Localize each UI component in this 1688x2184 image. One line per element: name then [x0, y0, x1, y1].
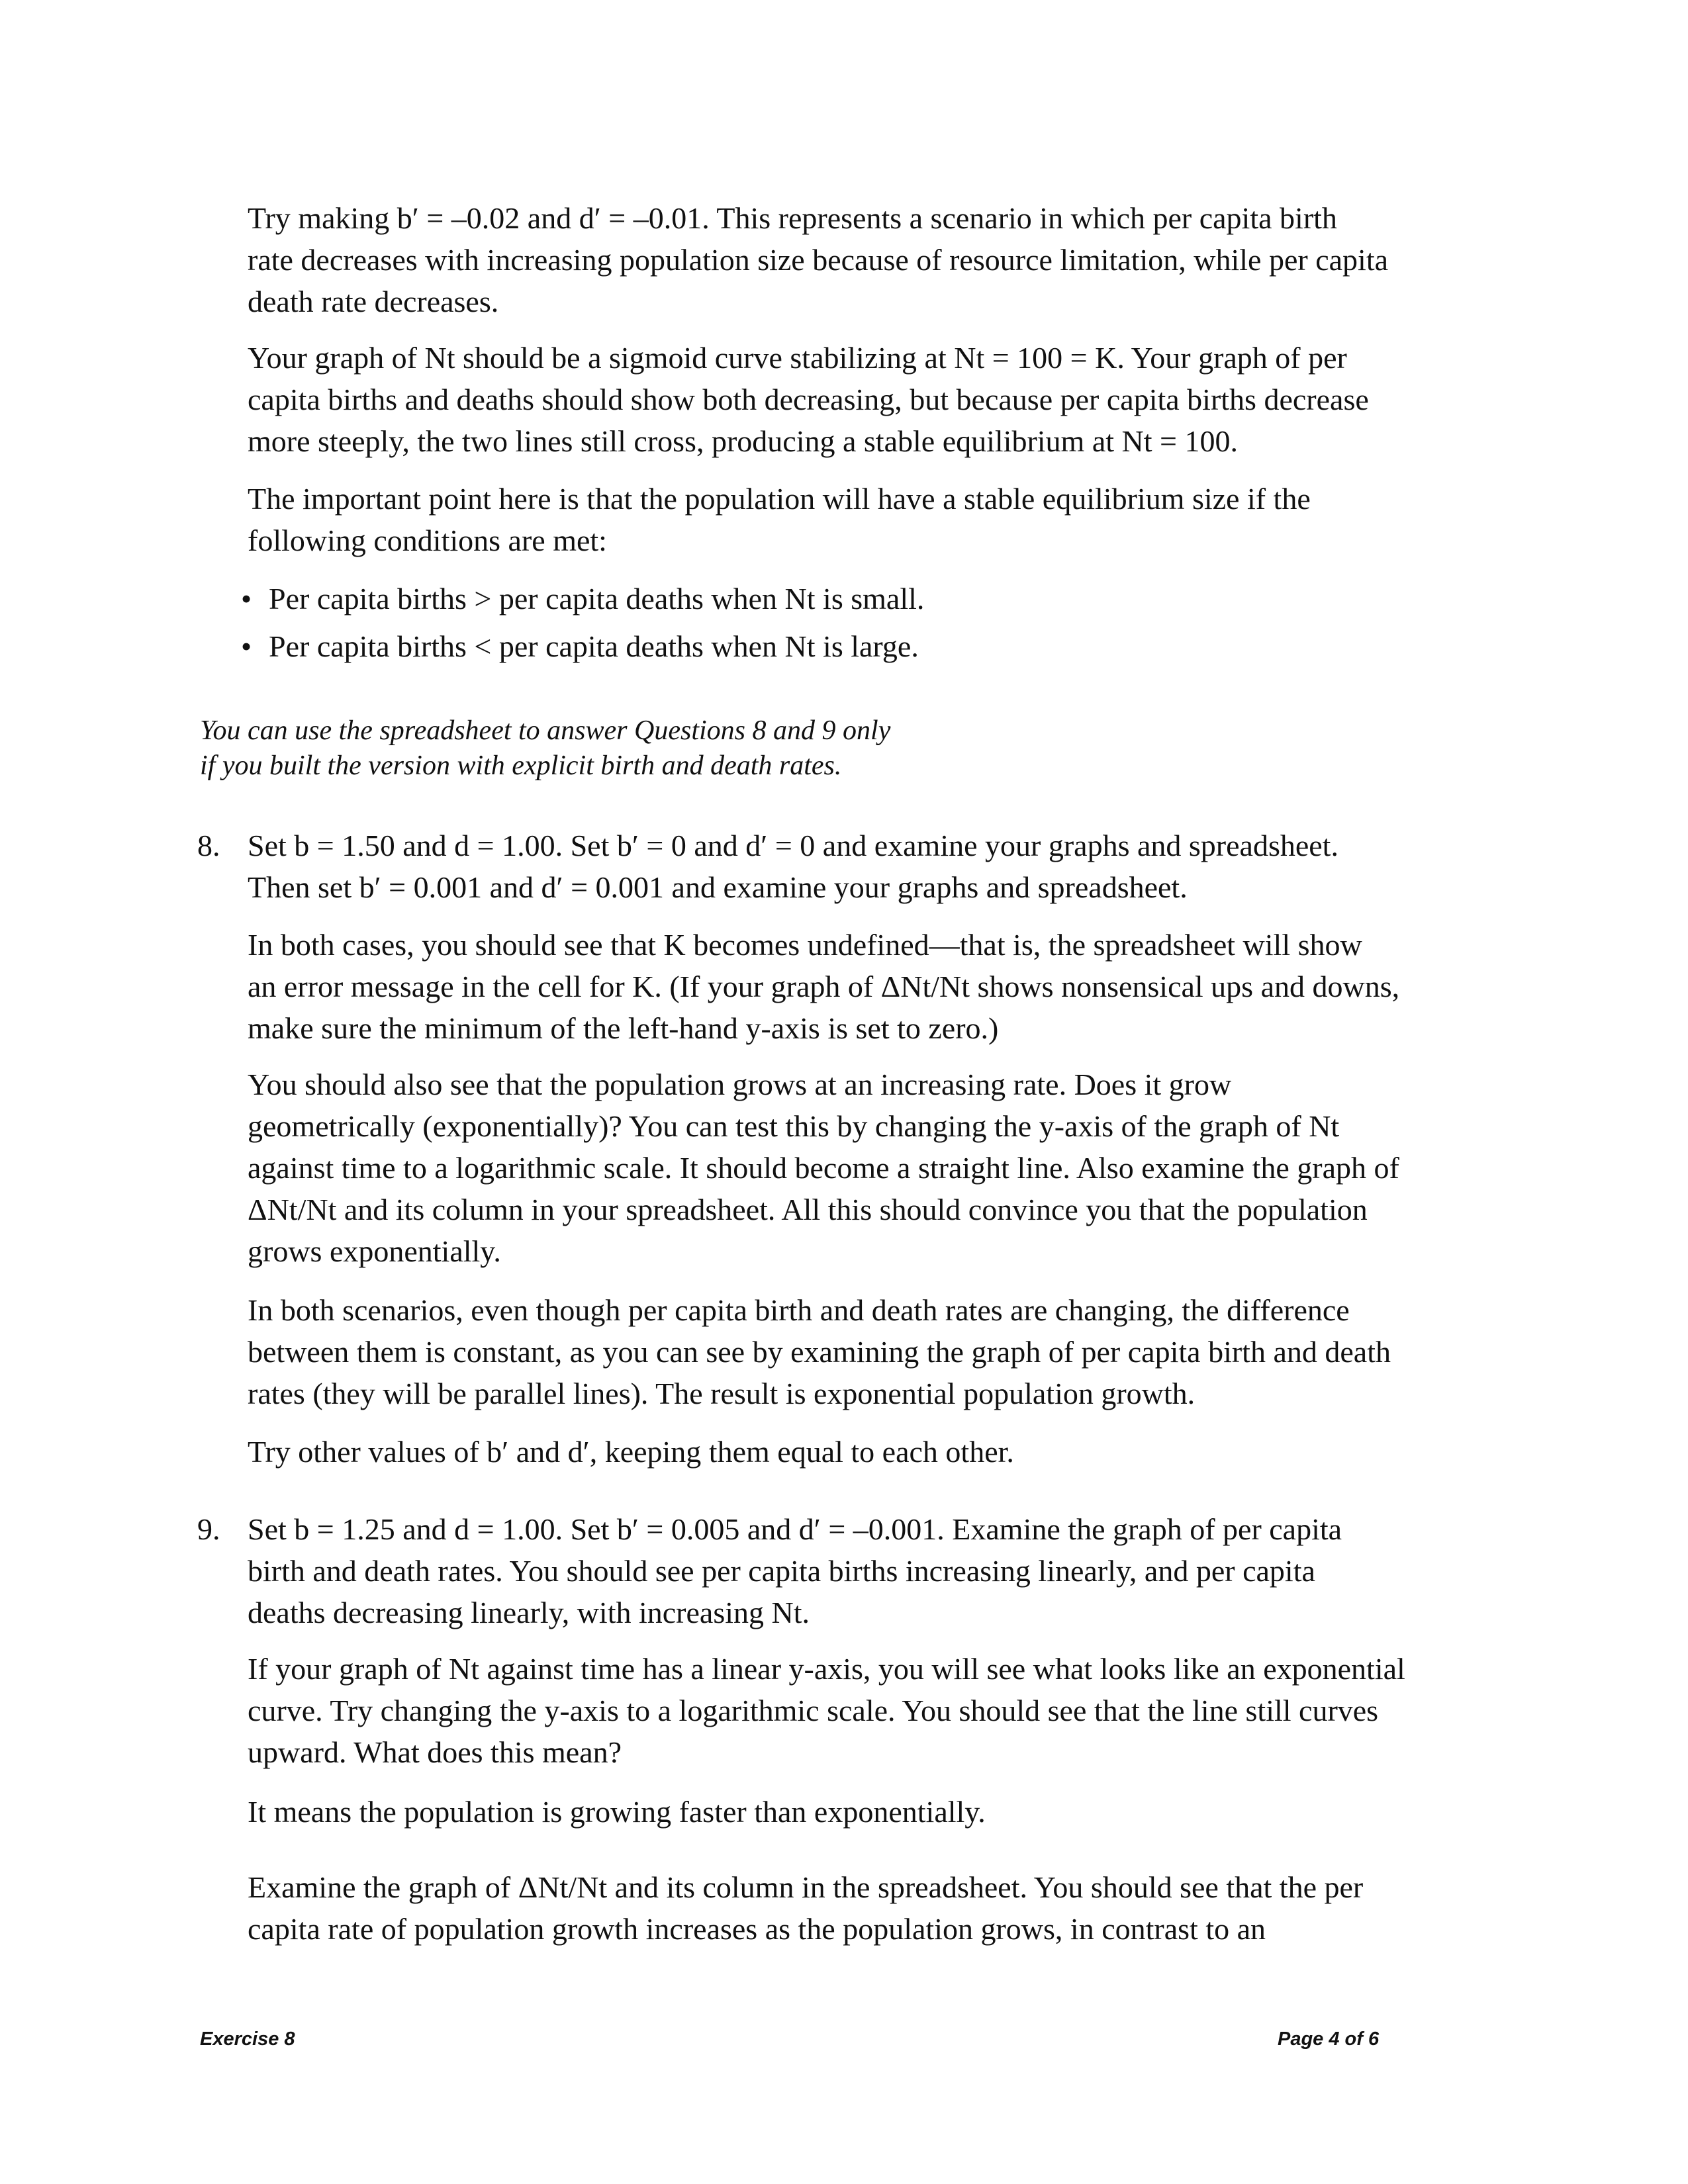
bullet-item: [241, 578, 924, 619]
question-9-number: 9.: [197, 1512, 220, 1546]
text-line: deaths decreasing linearly, with increasing Nt.: [248, 1596, 810, 1629]
text-line: rates (they will be parallel lines). The result is exponential population growth.: [248, 1377, 1196, 1410]
text-line: birth and death rates. You should see per capita births increasing linearly, and per capita: [248, 1554, 1315, 1588]
question-9-paragraph-2: [248, 1648, 1525, 1773]
text-line: if you built the version with explicit birth and death rates.: [200, 751, 842, 781]
text-line: You can use the spreadsheet to answer Questions 8 and 9 only: [200, 715, 891, 746]
text-line: make sure the minimum of the left-hand y-axis is set to zero.): [248, 1011, 999, 1045]
text-line: You should also see that the population grows at an increasing rate. Does it grow: [248, 1068, 1232, 1101]
text-line: curve. Try changing the y-axis to a logarithmic scale. You should see that the line still curves: [248, 1694, 1379, 1727]
intro-paragraph-1: [248, 197, 1525, 322]
text-line: Try other values of b′ and d′, keeping them equal to each other.: [248, 1435, 1014, 1469]
intro-paragraph-2: [248, 337, 1525, 462]
text-line: against time to a logarithmic scale. It should become a straight line. Also examine the graph of: [248, 1151, 1399, 1185]
text-line: capita rate of population growth increases as the population grows, in contrast to an: [248, 1912, 1266, 1946]
text-line: It means the population is growing faster than exponentially.: [248, 1795, 986, 1829]
question-8-paragraph-5: [248, 1431, 1525, 1473]
text-line: following conditions are met:: [248, 523, 607, 557]
text-line: In both scenarios, even though per capita birth and death rates are changing, the difference: [248, 1293, 1350, 1327]
text-line: death rate decreases.: [248, 285, 499, 318]
text-line: grows exponentially.: [248, 1234, 501, 1268]
text-line: ΔNt/Nt and its column in your spreadsheet. All this should convince you that the population: [248, 1193, 1368, 1226]
question-9-paragraph-4: [248, 1866, 1525, 1950]
question-8-number: 8.: [197, 829, 220, 862]
bullet-text: Per capita births < per capita deaths when Nt is large.: [269, 629, 919, 663]
text-line: In both cases, you should see that K becomes undefined—that is, the spreadsheet will show: [248, 928, 1362, 962]
text-line: Set b = 1.25 and d = 1.00. Set b′ = 0.005 and d′ = –0.001. Examine the graph of per capita: [248, 1512, 1342, 1546]
text-line: between them is constant, as you can see by examining the graph of per capita birth and death: [248, 1335, 1391, 1369]
bullet-item: [241, 625, 919, 667]
bullet-icon: •: [241, 582, 252, 615]
text-line: upward. What does this mean?: [248, 1735, 622, 1769]
question-8-paragraph-4: [248, 1289, 1525, 1414]
text-line: an error message in the cell for K. (If your graph of ΔNt/Nt shows nonsensical ups and downs,: [248, 970, 1400, 1003]
question-8-paragraph-1: [248, 825, 1525, 908]
question-9-paragraph-1: [248, 1508, 1525, 1633]
text-line: The important point here is that the population will have a stable equilibrium size if the: [248, 482, 1311, 516]
text-line: capita births and deaths should show both decreasing, but because per capita births decrease: [248, 383, 1369, 416]
text-line: Try making b′ = –0.02 and d′ = –0.01. This represents a scenario in which per capita birth: [248, 201, 1337, 235]
question-8-paragraph-2: [248, 924, 1525, 1049]
bullet-icon: •: [241, 629, 252, 663]
spreadsheet-note: [200, 713, 890, 784]
text-line: Examine the graph of ΔNt/Nt and its column in the spreadsheet. You should see that the per: [248, 1870, 1364, 1904]
text-line: more steeply, the two lines still cross, producing a stable equilibrium at Nt = 100.: [248, 424, 1238, 458]
text-line: Then set b′ = 0.001 and d′ = 0.001 and examine your graphs and spreadsheet.: [248, 870, 1188, 904]
bullet-text: Per capita births > per capita deaths when Nt is small.: [269, 582, 925, 615]
text-line: rate decreases with increasing population size because of resource limitation, while per capita: [248, 243, 1389, 277]
text-line: Your graph of Nt should be a sigmoid curve stabilizing at Nt = 100 = K. Your graph of per: [248, 341, 1347, 375]
footer-page-number: Page 4 of 6: [1278, 2028, 1380, 2050]
intro-paragraph-3: [248, 478, 1525, 561]
text-line: If your graph of Nt against time has a linear y-axis, you will see what looks like an exponential: [248, 1652, 1405, 1686]
footer-exercise-label: Exercise 8: [200, 2028, 295, 2050]
question-9-paragraph-3: [248, 1791, 1525, 1833]
text-line: Set b = 1.50 and d = 1.00. Set b′ = 0 and d′ = 0 and examine your graphs and spreadsheet.: [248, 829, 1338, 862]
text-line: geometrically (exponentially)? You can test this by changing the y-axis of the graph of Nt: [248, 1109, 1340, 1143]
question-8-paragraph-3: [248, 1064, 1525, 1272]
